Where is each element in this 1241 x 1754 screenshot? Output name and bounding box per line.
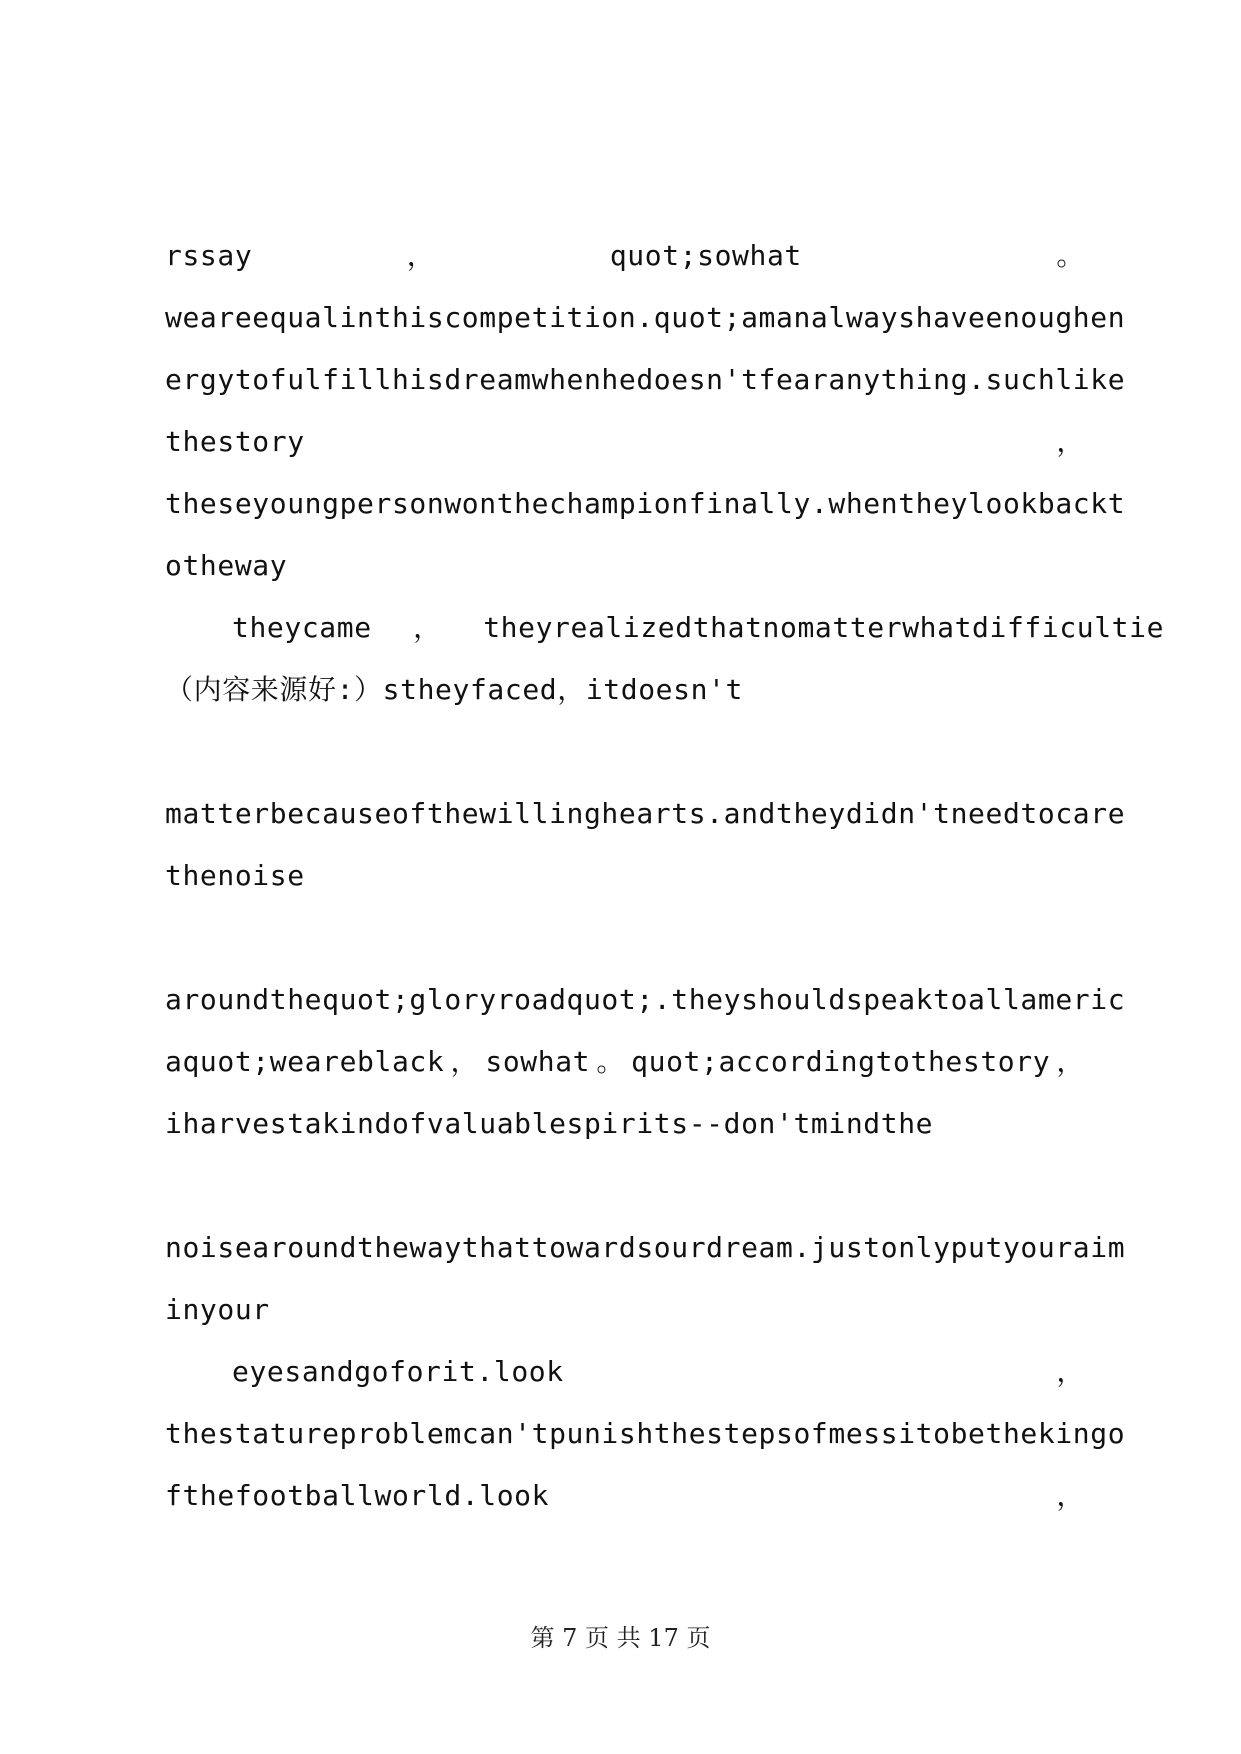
text-segment: ， <box>1056 1479 1085 1512</box>
text-line-2: weareequalinthiscompetition.quot;amanalwayshaveenoughen <box>165 301 1126 334</box>
text-line-17: thestatureproblemcan'tpunishthestepsofmessitobethekingo <box>165 1417 1126 1450</box>
text-segment: thestory <box>165 425 305 458</box>
text-segment: theycame <box>232 611 372 644</box>
text-segment: 。 <box>1056 239 1085 272</box>
page-number-footer: 第 7 页 共 17 页 <box>530 1624 711 1652</box>
text-line-13: iharvestakindofvaluablespirits--don'tmindthe <box>165 1107 934 1140</box>
text-segment: ， <box>1056 1045 1085 1078</box>
text-segment: ， <box>413 611 442 644</box>
text-segment: eyesandgoforit.look <box>232 1355 564 1388</box>
text-segment: rssay <box>165 239 253 272</box>
text-segment: aquot;weareblack <box>165 1045 445 1078</box>
text-line-15: inyour <box>165 1293 270 1326</box>
text-line-7 <box>165 608 1165 648</box>
text-segment: quot;sowhat <box>609 239 802 272</box>
text-segment: ， <box>406 239 436 272</box>
text-line-1 <box>165 236 1085 276</box>
text-line-9: matterbecauseofthewillinghearts.andtheydidn'tneedtocare <box>165 797 1126 830</box>
text-line-4 <box>165 422 1085 462</box>
text-line-3: ergytofulfillhisdreamwhenhedoesn'tfearanything.suchlike <box>165 363 1126 396</box>
text-segment: theyrealizedthatnomatterwhatdifficultie <box>483 611 1165 644</box>
text-line-6: otheway <box>165 549 288 582</box>
text-line-11: aroundthequot;gloryroadquot;.theyshouldspeaktoallameric <box>165 983 1126 1016</box>
text-line-14: noisearoundthewaythattowardsourdream.justonlyputyouraim <box>165 1231 1126 1264</box>
text-line-8: （内容来源好:）stheyfaced，itdoesn't <box>165 673 743 706</box>
text-line-16 <box>165 1352 1085 1392</box>
text-line-5: theseyoungpersonwonthechampionfinally.whentheylookbackt <box>165 487 1126 520</box>
text-line-12 <box>165 1042 1085 1082</box>
text-segment: ， <box>1056 425 1085 458</box>
text-line-10: thenoise <box>165 859 305 892</box>
text-segment: 。 <box>596 1045 625 1078</box>
text-line-18 <box>165 1476 1085 1516</box>
text-segment: ， <box>450 1045 480 1078</box>
text-segment: ， <box>1056 1355 1085 1388</box>
text-segment: sowhat <box>485 1045 591 1078</box>
text-segment: quot;accordingtothestory <box>631 1045 1051 1078</box>
text-segment: fthefootballworld.look <box>165 1479 550 1512</box>
